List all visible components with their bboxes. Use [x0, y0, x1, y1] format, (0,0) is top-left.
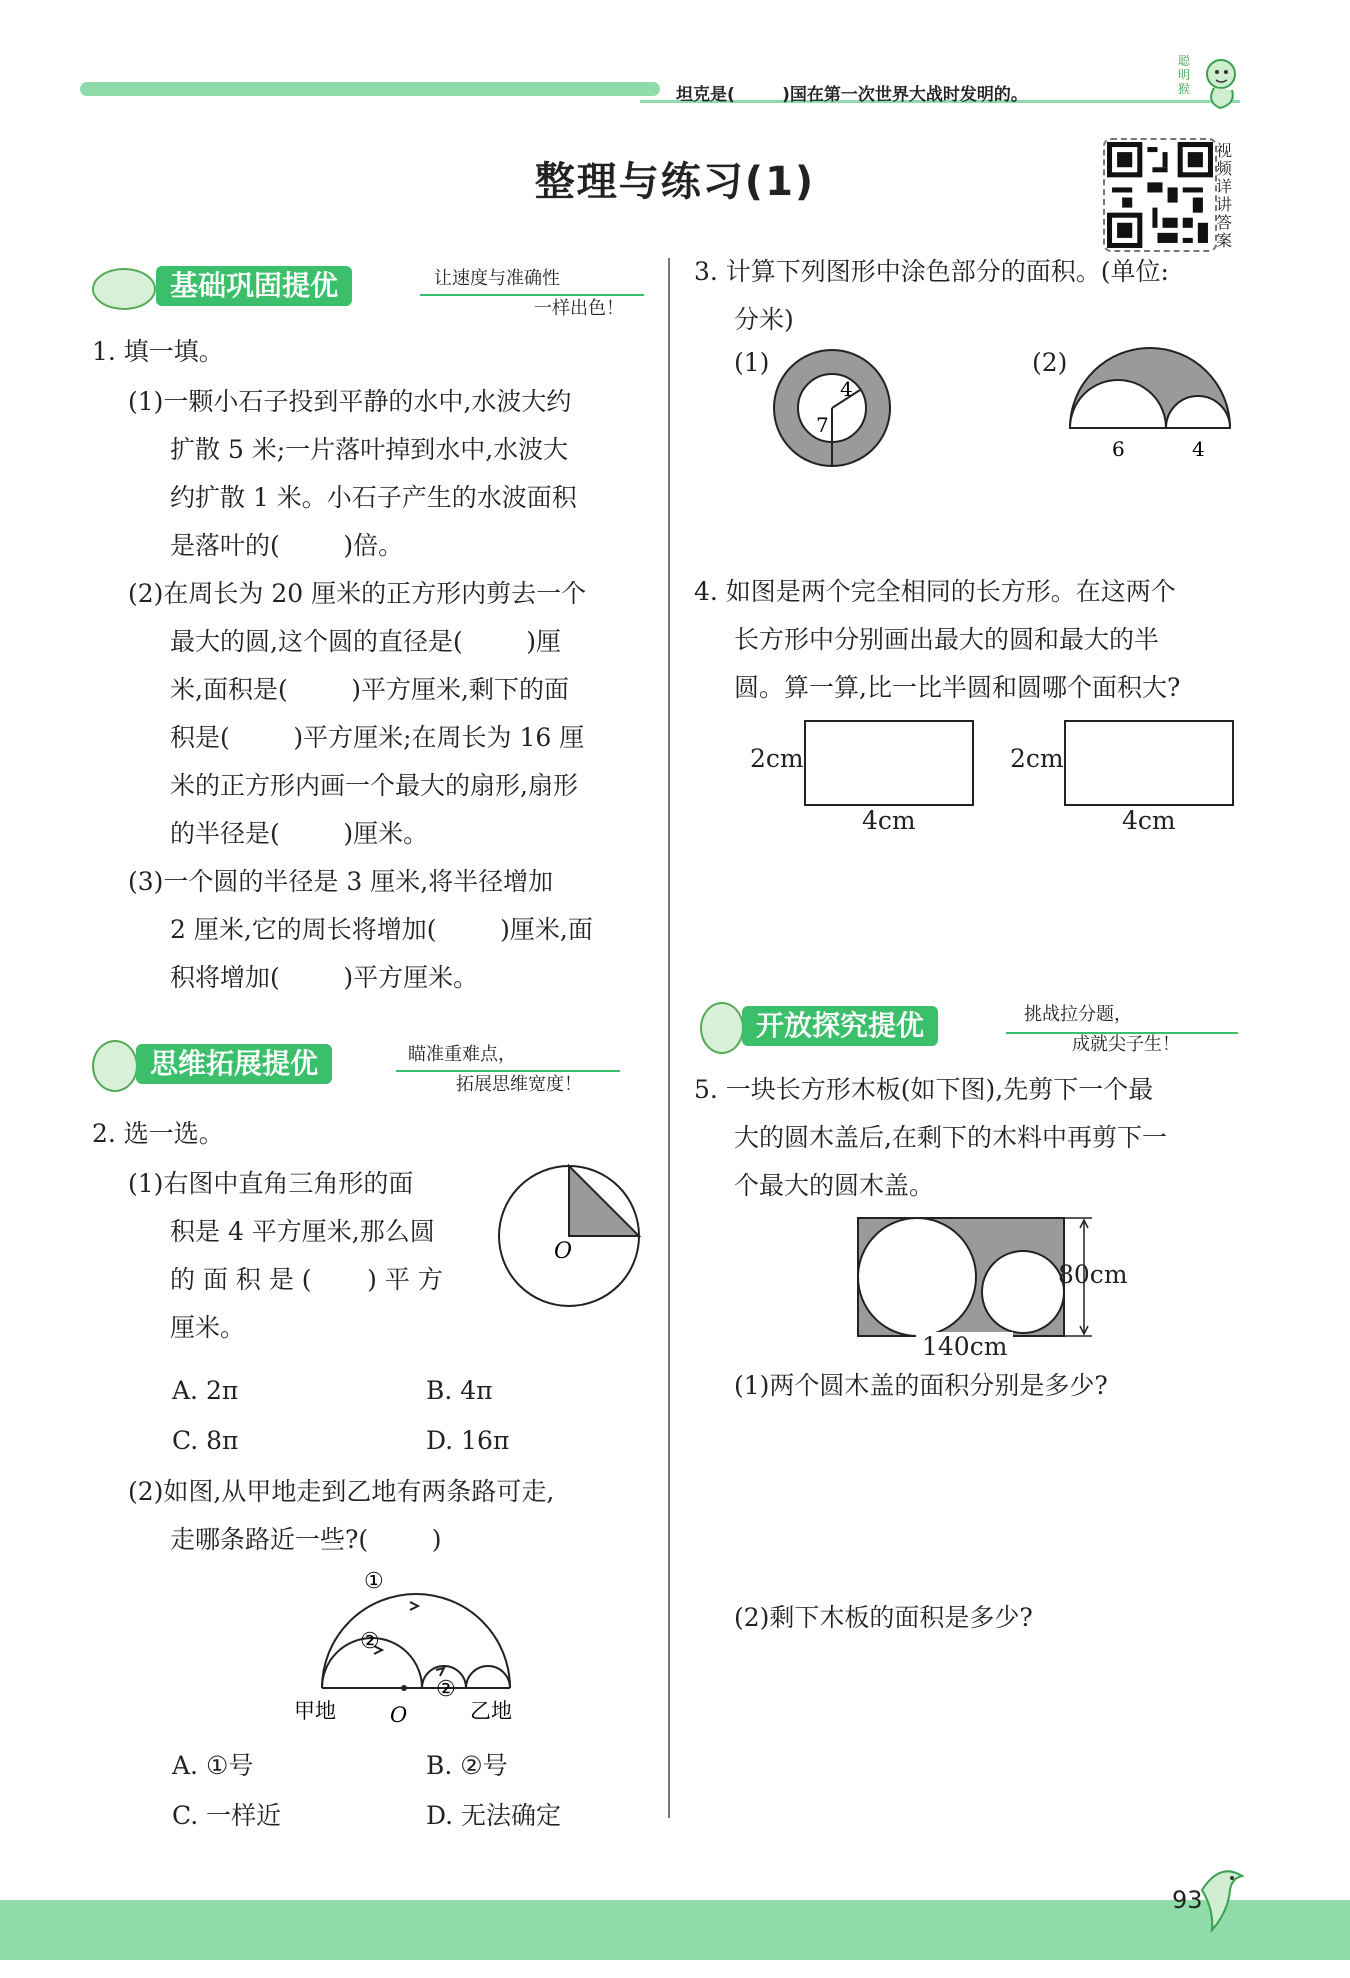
- route-1-label: ①: [364, 1569, 384, 1594]
- trivia-question: 坦克是( )国在第一次世界大战时发明的。: [676, 85, 1028, 105]
- q5-sub2: (2)剩下木板的面积是多少?: [734, 1603, 1033, 1632]
- rect2: [1064, 720, 1234, 806]
- q2-part1: [128, 1160, 443, 1352]
- rect1-width-label: 4cm: [862, 806, 916, 835]
- q2-p2-option-a[interactable]: A. ①号: [172, 1751, 254, 1780]
- center-label: O: [390, 1703, 408, 1727]
- thinker-mascot-icon: [92, 1040, 138, 1092]
- q3-semicircle-figure: [1064, 346, 1236, 464]
- q2-heading: 2. 选一选。: [92, 1119, 224, 1148]
- q2-p2-option-b[interactable]: B. ②号: [426, 1751, 508, 1780]
- q2-p2-line: 走哪条路近一些?( ): [170, 1525, 442, 1554]
- qr-pattern-icon: [1107, 142, 1213, 248]
- q1-line: 约扩散 1 米。小石子产生的水波面积: [170, 483, 577, 512]
- q3-line: 3. 计算下列图形中涂色部分的面积。(单位:: [694, 257, 1169, 286]
- q1-line: 积是( )平方厘米;在周长为 16 厘: [170, 723, 585, 752]
- q4-line: 圆。算一算,比一比半圆和圆哪个面积大?: [734, 673, 1181, 702]
- q1-line: 扩散 5 米;一片落叶掉到水中,水波大: [170, 435, 569, 464]
- section-line: [420, 294, 644, 296]
- q3-fig2-label: (2): [1032, 348, 1068, 377]
- inner-radius-label: 4: [840, 377, 853, 401]
- section-note-basic-1: 让速度与准确性: [434, 268, 560, 289]
- qr-label: 视频详讲答案: [1216, 141, 1233, 250]
- q3-text: [694, 248, 1169, 344]
- q2-part2: [128, 1468, 554, 1564]
- section-note-explore-1: 挑战拉分题，: [1024, 1004, 1132, 1025]
- q3-line: 分米): [734, 305, 794, 334]
- section-note-thinking-1: 瞄准重难点，: [408, 1044, 516, 1065]
- explorer-mascot-icon: [700, 1002, 744, 1054]
- q1-line: 米,面积是( )平方厘米,剩下的面: [170, 675, 569, 704]
- q1-line: 的半径是( )厘米。: [170, 819, 429, 848]
- q2-p2-option-c[interactable]: C. 一样近: [172, 1801, 282, 1830]
- section-badge-thinking: 思维拓展提优: [136, 1044, 332, 1084]
- q2-route-figure: [290, 1566, 540, 1732]
- end-label: 乙地: [470, 1699, 512, 1723]
- racecar-mascot-icon: [92, 268, 156, 310]
- q4-line: 4. 如图是两个完全相同的长方形。在这两个: [694, 577, 1176, 606]
- q2-p1-option-b[interactable]: B. 4π: [426, 1376, 493, 1405]
- q1-line: 最大的圆,这个圆的直径是( )厘: [170, 627, 562, 656]
- q1-line: 2 厘米,它的周长将增加( )厘米,面: [170, 915, 593, 944]
- section-note-basic-2: 一样出色！: [534, 298, 624, 319]
- q1-heading: 1. 填一填。: [92, 337, 224, 366]
- board-height-label: 80cm: [1058, 1260, 1128, 1289]
- q2-p1-line: 厘米。: [170, 1313, 246, 1342]
- q5-line: 个最大的圆木盖。: [734, 1171, 935, 1200]
- q2-p1-option-a[interactable]: A. 2π: [172, 1376, 239, 1405]
- rect2-height-label: 2cm: [1010, 744, 1064, 773]
- q1-line: (1)一颗小石子投到平静的水中,水波大约: [128, 387, 572, 416]
- page-title: 整理与练习(1): [534, 159, 816, 205]
- q3-ring-figure: [770, 346, 894, 470]
- q5-text: [694, 1066, 1167, 1210]
- q1-line: 米的正方形内画一个最大的扇形,扇形: [170, 771, 578, 800]
- circle-center-label: O: [554, 1239, 573, 1264]
- q1-line: (3)一个圆的半径是 3 厘米,将半径增加: [128, 867, 554, 896]
- header-band: [80, 82, 660, 96]
- rect2-width-label: 4cm: [1122, 806, 1176, 835]
- board-width-label: 140cm: [916, 1332, 1013, 1361]
- q1-line: (2)在周长为 20 厘米的正方形内剪去一个: [128, 579, 587, 608]
- q1-line: 积将增加( )平方厘米。: [170, 963, 479, 992]
- diameter-4-label: 4: [1192, 437, 1205, 461]
- q2-circle-figure: [496, 1160, 646, 1310]
- route-2-label-small: ②: [436, 1677, 456, 1702]
- q2-p1-line: 积是 4 平方厘米,那么圆: [170, 1217, 435, 1246]
- section-note-explore-2: 成就尖子生！: [1072, 1034, 1180, 1055]
- qr-code[interactable]: [1103, 138, 1217, 252]
- q3-fig1-label: (1): [734, 348, 770, 377]
- q5-sub1: (1)两个圆木盖的面积分别是多少?: [734, 1371, 1108, 1400]
- q2-p1-option-d[interactable]: D. 16π: [426, 1426, 510, 1455]
- rect1-height-label: 2cm: [750, 744, 804, 773]
- section-badge-explore: 开放探究提优: [742, 1006, 938, 1046]
- section-badge-basic: 基础巩固提优: [156, 266, 352, 306]
- q2-p1-line: 的 面 积 是 ( ) 平 方: [170, 1265, 443, 1294]
- page-number: 93: [1172, 1886, 1203, 1914]
- section-line: [1006, 1032, 1238, 1034]
- diameter-6-label: 6: [1112, 437, 1125, 461]
- q5-line: 5. 一块长方形木板(如下图),先剪下一个最: [694, 1075, 1154, 1104]
- q5-line: 大的圆木盖后,在剩下的木料中再剪下一: [734, 1123, 1167, 1152]
- q4-line: 长方形中分别画出最大的圆和最大的半: [734, 625, 1160, 654]
- outer-radius-label: 7: [816, 413, 829, 437]
- q2-p2-option-d[interactable]: D. 无法确定: [426, 1801, 562, 1830]
- route-2-label: ②: [360, 1629, 380, 1654]
- start-label: 甲地: [294, 1699, 336, 1723]
- q2-p1-line: (1)右图中直角三角形的面: [128, 1169, 414, 1198]
- brand-name: 聪明猴: [1178, 54, 1191, 96]
- q1-body: [128, 378, 593, 1002]
- q2-p2-line: (2)如图,从甲地走到乙地有两条路可走,: [128, 1477, 555, 1506]
- q2-p1-option-c[interactable]: C. 8π: [172, 1426, 239, 1455]
- rect1: [804, 720, 974, 806]
- section-note-thinking-2: 拓展思维宽度！: [456, 1074, 582, 1095]
- section-line: [396, 1070, 620, 1072]
- q4-text: [694, 568, 1180, 712]
- footer-band: [0, 1900, 1350, 1960]
- column-divider: [668, 258, 670, 1818]
- q1-line: 是落叶的( )倍。: [170, 531, 404, 560]
